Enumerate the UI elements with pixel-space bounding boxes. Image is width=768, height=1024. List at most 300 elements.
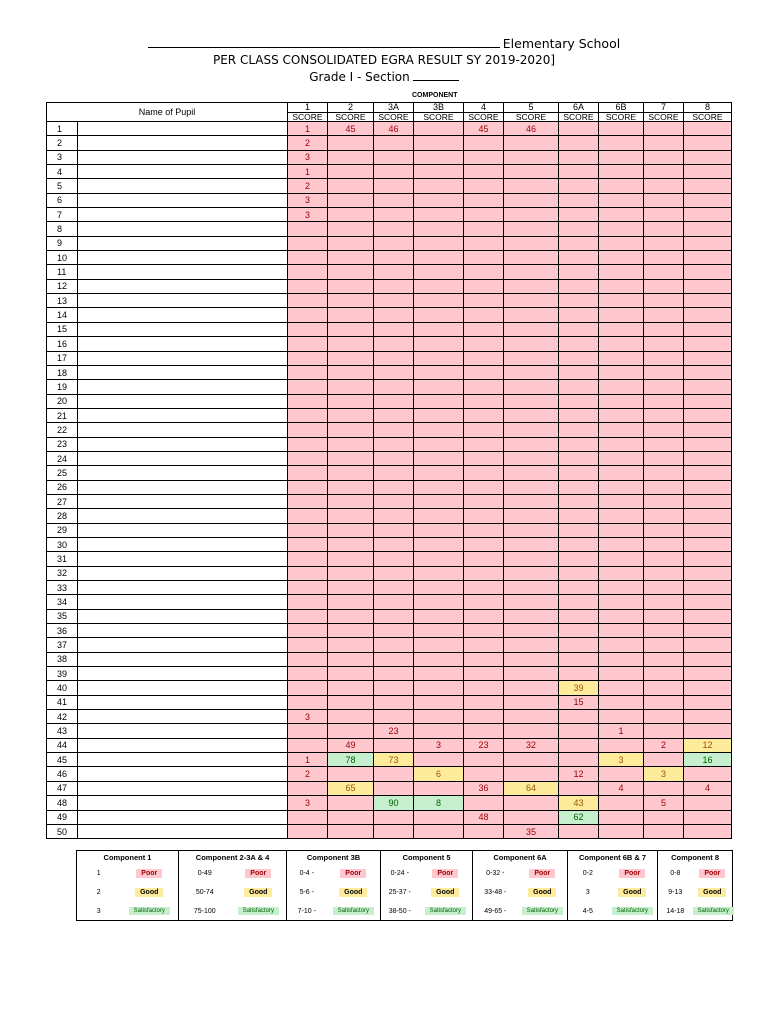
pupil-name-cell[interactable] bbox=[78, 122, 288, 136]
score-cell[interactable] bbox=[464, 480, 504, 494]
score-cell[interactable] bbox=[328, 294, 374, 308]
score-cell[interactable] bbox=[684, 638, 732, 652]
score-cell[interactable] bbox=[684, 351, 732, 365]
score-cell[interactable] bbox=[504, 624, 559, 638]
score-cell[interactable] bbox=[414, 624, 464, 638]
score-cell[interactable] bbox=[288, 595, 328, 609]
score-cell[interactable] bbox=[504, 652, 559, 666]
score-cell[interactable] bbox=[599, 595, 644, 609]
score-cell[interactable] bbox=[464, 753, 504, 767]
score-cell[interactable] bbox=[464, 695, 504, 709]
pupil-name-cell[interactable] bbox=[78, 179, 288, 193]
score-cell[interactable] bbox=[644, 136, 684, 150]
score-cell[interactable] bbox=[644, 437, 684, 451]
score-cell[interactable] bbox=[644, 193, 684, 207]
score-cell[interactable] bbox=[644, 179, 684, 193]
score-cell[interactable] bbox=[374, 222, 414, 236]
score-cell[interactable] bbox=[414, 251, 464, 265]
score-cell[interactable] bbox=[288, 537, 328, 551]
score-cell[interactable] bbox=[644, 337, 684, 351]
score-cell[interactable] bbox=[599, 681, 644, 695]
score-cell[interactable] bbox=[644, 365, 684, 379]
score-cell[interactable] bbox=[374, 609, 414, 623]
score-cell[interactable] bbox=[414, 724, 464, 738]
score-cell[interactable]: 3 bbox=[599, 753, 644, 767]
pupil-name-cell[interactable] bbox=[78, 609, 288, 623]
score-cell[interactable] bbox=[464, 322, 504, 336]
score-cell[interactable] bbox=[644, 537, 684, 551]
score-cell[interactable] bbox=[684, 337, 732, 351]
score-cell[interactable] bbox=[504, 294, 559, 308]
score-cell[interactable] bbox=[414, 122, 464, 136]
score-cell[interactable] bbox=[644, 322, 684, 336]
score-cell[interactable]: 43 bbox=[559, 796, 599, 810]
score-cell[interactable] bbox=[374, 552, 414, 566]
score-cell[interactable] bbox=[328, 408, 374, 422]
score-cell[interactable]: 3 bbox=[288, 208, 328, 222]
score-cell[interactable] bbox=[644, 638, 684, 652]
score-cell[interactable] bbox=[684, 609, 732, 623]
pupil-name-cell[interactable] bbox=[78, 308, 288, 322]
score-cell[interactable] bbox=[684, 466, 732, 480]
score-cell[interactable] bbox=[599, 824, 644, 838]
score-cell[interactable] bbox=[374, 308, 414, 322]
score-cell[interactable] bbox=[374, 265, 414, 279]
score-cell[interactable] bbox=[599, 624, 644, 638]
score-cell[interactable] bbox=[599, 265, 644, 279]
pupil-name-cell[interactable] bbox=[78, 294, 288, 308]
score-cell[interactable] bbox=[599, 552, 644, 566]
score-cell[interactable] bbox=[599, 581, 644, 595]
score-cell[interactable] bbox=[464, 380, 504, 394]
score-cell[interactable] bbox=[504, 365, 559, 379]
score-cell[interactable] bbox=[684, 251, 732, 265]
score-cell[interactable] bbox=[374, 537, 414, 551]
score-cell[interactable] bbox=[464, 667, 504, 681]
score-cell[interactable] bbox=[684, 394, 732, 408]
score-cell[interactable] bbox=[288, 222, 328, 236]
score-cell[interactable] bbox=[374, 423, 414, 437]
score-cell[interactable] bbox=[559, 652, 599, 666]
score-cell[interactable] bbox=[599, 251, 644, 265]
score-cell[interactable] bbox=[288, 322, 328, 336]
score-cell[interactable] bbox=[559, 351, 599, 365]
score-cell[interactable] bbox=[684, 279, 732, 293]
score-cell[interactable] bbox=[644, 150, 684, 164]
score-cell[interactable]: 46 bbox=[374, 122, 414, 136]
score-cell[interactable]: 3 bbox=[414, 738, 464, 752]
score-cell[interactable] bbox=[374, 509, 414, 523]
score-cell[interactable] bbox=[559, 222, 599, 236]
score-cell[interactable] bbox=[504, 193, 559, 207]
score-cell[interactable] bbox=[328, 724, 374, 738]
score-cell[interactable] bbox=[288, 308, 328, 322]
score-cell[interactable] bbox=[644, 394, 684, 408]
pupil-name-cell[interactable] bbox=[78, 552, 288, 566]
score-cell[interactable] bbox=[374, 208, 414, 222]
score-cell[interactable] bbox=[559, 437, 599, 451]
score-cell[interactable] bbox=[504, 480, 559, 494]
score-cell[interactable] bbox=[684, 810, 732, 824]
score-cell[interactable] bbox=[374, 179, 414, 193]
score-cell[interactable] bbox=[644, 523, 684, 537]
score-cell[interactable]: 36 bbox=[464, 781, 504, 795]
score-cell[interactable] bbox=[414, 552, 464, 566]
score-cell[interactable] bbox=[464, 423, 504, 437]
score-cell[interactable] bbox=[414, 810, 464, 824]
score-cell[interactable]: 15 bbox=[559, 695, 599, 709]
score-cell[interactable] bbox=[374, 638, 414, 652]
score-cell[interactable]: 23 bbox=[464, 738, 504, 752]
score-cell[interactable] bbox=[559, 208, 599, 222]
pupil-name-cell[interactable] bbox=[78, 523, 288, 537]
score-cell[interactable]: 78 bbox=[328, 753, 374, 767]
score-cell[interactable] bbox=[288, 581, 328, 595]
score-cell[interactable] bbox=[374, 236, 414, 250]
score-cell[interactable] bbox=[414, 609, 464, 623]
score-cell[interactable] bbox=[559, 753, 599, 767]
score-cell[interactable] bbox=[288, 738, 328, 752]
score-cell[interactable] bbox=[644, 667, 684, 681]
score-cell[interactable] bbox=[644, 609, 684, 623]
pupil-name-cell[interactable] bbox=[78, 494, 288, 508]
pupil-name-cell[interactable] bbox=[78, 681, 288, 695]
pupil-name-cell[interactable] bbox=[78, 265, 288, 279]
score-cell[interactable] bbox=[504, 638, 559, 652]
score-cell[interactable] bbox=[414, 509, 464, 523]
score-cell[interactable] bbox=[328, 609, 374, 623]
score-cell[interactable] bbox=[504, 279, 559, 293]
score-cell[interactable]: 62 bbox=[559, 810, 599, 824]
score-cell[interactable] bbox=[288, 351, 328, 365]
score-cell[interactable] bbox=[374, 710, 414, 724]
score-cell[interactable] bbox=[464, 595, 504, 609]
score-cell[interactable] bbox=[414, 365, 464, 379]
pupil-name-cell[interactable] bbox=[78, 824, 288, 838]
score-cell[interactable] bbox=[328, 208, 374, 222]
score-cell[interactable] bbox=[504, 423, 559, 437]
score-cell[interactable]: 12 bbox=[684, 738, 732, 752]
score-cell[interactable] bbox=[599, 480, 644, 494]
score-cell[interactable] bbox=[559, 667, 599, 681]
score-cell[interactable] bbox=[374, 695, 414, 709]
score-cell[interactable] bbox=[464, 638, 504, 652]
score-cell[interactable] bbox=[464, 494, 504, 508]
score-cell[interactable] bbox=[464, 566, 504, 580]
score-cell[interactable] bbox=[288, 509, 328, 523]
score-cell[interactable] bbox=[599, 509, 644, 523]
score-cell[interactable] bbox=[328, 308, 374, 322]
score-cell[interactable] bbox=[328, 638, 374, 652]
score-cell[interactable] bbox=[328, 767, 374, 781]
score-cell[interactable] bbox=[504, 408, 559, 422]
score-cell[interactable] bbox=[599, 193, 644, 207]
score-cell[interactable] bbox=[684, 408, 732, 422]
score-cell[interactable] bbox=[684, 710, 732, 724]
score-cell[interactable] bbox=[504, 150, 559, 164]
score-cell[interactable] bbox=[374, 294, 414, 308]
score-cell[interactable] bbox=[328, 265, 374, 279]
score-cell[interactable] bbox=[644, 294, 684, 308]
score-cell[interactable] bbox=[288, 824, 328, 838]
score-cell[interactable] bbox=[374, 738, 414, 752]
score-cell[interactable] bbox=[414, 710, 464, 724]
score-cell[interactable] bbox=[504, 667, 559, 681]
score-cell[interactable] bbox=[644, 408, 684, 422]
score-cell[interactable] bbox=[684, 824, 732, 838]
score-cell[interactable]: 1 bbox=[288, 122, 328, 136]
score-cell[interactable] bbox=[374, 437, 414, 451]
score-cell[interactable] bbox=[374, 652, 414, 666]
score-cell[interactable] bbox=[599, 638, 644, 652]
score-cell[interactable] bbox=[504, 767, 559, 781]
score-cell[interactable] bbox=[684, 667, 732, 681]
score-cell[interactable] bbox=[599, 466, 644, 480]
score-cell[interactable]: 65 bbox=[328, 781, 374, 795]
score-cell[interactable]: 45 bbox=[328, 122, 374, 136]
score-cell[interactable] bbox=[414, 236, 464, 250]
score-cell[interactable] bbox=[684, 581, 732, 595]
score-cell[interactable] bbox=[414, 437, 464, 451]
score-cell[interactable] bbox=[328, 566, 374, 580]
score-cell[interactable] bbox=[599, 494, 644, 508]
score-cell[interactable] bbox=[559, 179, 599, 193]
score-cell[interactable] bbox=[414, 451, 464, 465]
score-cell[interactable]: 48 bbox=[464, 810, 504, 824]
score-cell[interactable]: 5 bbox=[644, 796, 684, 810]
score-cell[interactable] bbox=[559, 509, 599, 523]
score-cell[interactable] bbox=[328, 667, 374, 681]
score-cell[interactable] bbox=[599, 566, 644, 580]
score-cell[interactable] bbox=[374, 322, 414, 336]
pupil-name-cell[interactable] bbox=[78, 796, 288, 810]
score-cell[interactable]: 1 bbox=[288, 753, 328, 767]
score-cell[interactable] bbox=[684, 681, 732, 695]
score-cell[interactable] bbox=[559, 365, 599, 379]
score-cell[interactable] bbox=[599, 365, 644, 379]
score-cell[interactable] bbox=[599, 394, 644, 408]
score-cell[interactable] bbox=[374, 681, 414, 695]
score-cell[interactable] bbox=[504, 753, 559, 767]
score-cell[interactable] bbox=[464, 451, 504, 465]
score-cell[interactable] bbox=[374, 365, 414, 379]
score-cell[interactable] bbox=[684, 537, 732, 551]
score-cell[interactable] bbox=[328, 279, 374, 293]
score-cell[interactable] bbox=[288, 724, 328, 738]
score-cell[interactable] bbox=[464, 179, 504, 193]
score-cell[interactable] bbox=[684, 509, 732, 523]
score-cell[interactable] bbox=[599, 279, 644, 293]
score-cell[interactable] bbox=[464, 724, 504, 738]
score-cell[interactable] bbox=[504, 681, 559, 695]
score-cell[interactable] bbox=[414, 681, 464, 695]
score-cell[interactable]: 46 bbox=[504, 122, 559, 136]
score-cell[interactable] bbox=[684, 265, 732, 279]
score-cell[interactable] bbox=[644, 624, 684, 638]
score-cell[interactable] bbox=[559, 451, 599, 465]
score-cell[interactable] bbox=[684, 480, 732, 494]
score-cell[interactable] bbox=[464, 523, 504, 537]
score-cell[interactable]: 2 bbox=[644, 738, 684, 752]
score-cell[interactable] bbox=[288, 667, 328, 681]
score-cell[interactable] bbox=[464, 165, 504, 179]
score-cell[interactable]: 39 bbox=[559, 681, 599, 695]
score-cell[interactable] bbox=[328, 537, 374, 551]
score-cell[interactable] bbox=[504, 165, 559, 179]
score-cell[interactable] bbox=[599, 294, 644, 308]
score-cell[interactable] bbox=[328, 509, 374, 523]
score-cell[interactable] bbox=[328, 480, 374, 494]
score-cell[interactable] bbox=[559, 279, 599, 293]
score-cell[interactable] bbox=[414, 566, 464, 580]
score-cell[interactable] bbox=[328, 251, 374, 265]
score-cell[interactable] bbox=[288, 523, 328, 537]
score-cell[interactable] bbox=[414, 193, 464, 207]
score-cell[interactable] bbox=[644, 265, 684, 279]
score-cell[interactable] bbox=[414, 638, 464, 652]
score-cell[interactable] bbox=[599, 710, 644, 724]
score-cell[interactable] bbox=[414, 408, 464, 422]
score-cell[interactable] bbox=[504, 208, 559, 222]
score-cell[interactable] bbox=[504, 337, 559, 351]
score-cell[interactable] bbox=[684, 652, 732, 666]
score-cell[interactable] bbox=[504, 308, 559, 322]
score-cell[interactable] bbox=[288, 652, 328, 666]
score-cell[interactable] bbox=[504, 265, 559, 279]
score-cell[interactable] bbox=[374, 251, 414, 265]
score-cell[interactable] bbox=[684, 566, 732, 580]
score-cell[interactable] bbox=[414, 537, 464, 551]
pupil-name-cell[interactable] bbox=[78, 150, 288, 164]
score-cell[interactable]: 6 bbox=[414, 767, 464, 781]
score-cell[interactable] bbox=[599, 451, 644, 465]
score-cell[interactable] bbox=[559, 566, 599, 580]
score-cell[interactable] bbox=[644, 122, 684, 136]
score-cell[interactable] bbox=[559, 466, 599, 480]
score-cell[interactable] bbox=[328, 222, 374, 236]
score-cell[interactable] bbox=[328, 695, 374, 709]
score-cell[interactable] bbox=[464, 537, 504, 551]
score-cell[interactable] bbox=[644, 581, 684, 595]
score-cell[interactable] bbox=[599, 150, 644, 164]
score-cell[interactable] bbox=[559, 265, 599, 279]
score-cell[interactable] bbox=[328, 824, 374, 838]
score-cell[interactable] bbox=[684, 523, 732, 537]
score-cell[interactable] bbox=[464, 337, 504, 351]
score-cell[interactable]: 73 bbox=[374, 753, 414, 767]
score-cell[interactable] bbox=[684, 165, 732, 179]
pupil-name-cell[interactable] bbox=[78, 595, 288, 609]
score-cell[interactable] bbox=[559, 122, 599, 136]
score-cell[interactable] bbox=[644, 695, 684, 709]
score-cell[interactable] bbox=[644, 810, 684, 824]
score-cell[interactable] bbox=[288, 423, 328, 437]
score-cell[interactable] bbox=[644, 781, 684, 795]
score-cell[interactable] bbox=[414, 337, 464, 351]
score-cell[interactable] bbox=[599, 738, 644, 752]
score-cell[interactable] bbox=[599, 667, 644, 681]
score-cell[interactable] bbox=[288, 279, 328, 293]
score-cell[interactable] bbox=[599, 236, 644, 250]
score-cell[interactable] bbox=[328, 394, 374, 408]
score-cell[interactable] bbox=[504, 566, 559, 580]
score-cell[interactable]: 3 bbox=[644, 767, 684, 781]
score-cell[interactable] bbox=[374, 624, 414, 638]
score-cell[interactable] bbox=[644, 824, 684, 838]
score-cell[interactable] bbox=[599, 222, 644, 236]
score-cell[interactable] bbox=[288, 437, 328, 451]
pupil-name-cell[interactable] bbox=[78, 581, 288, 595]
pupil-name-cell[interactable] bbox=[78, 322, 288, 336]
score-cell[interactable] bbox=[464, 767, 504, 781]
score-cell[interactable] bbox=[464, 365, 504, 379]
score-cell[interactable] bbox=[328, 652, 374, 666]
score-cell[interactable] bbox=[559, 638, 599, 652]
score-cell[interactable] bbox=[464, 509, 504, 523]
score-cell[interactable] bbox=[464, 624, 504, 638]
score-cell[interactable] bbox=[288, 810, 328, 824]
score-cell[interactable]: 2 bbox=[288, 136, 328, 150]
score-cell[interactable] bbox=[374, 466, 414, 480]
score-cell[interactable] bbox=[328, 136, 374, 150]
score-cell[interactable] bbox=[414, 423, 464, 437]
score-cell[interactable] bbox=[504, 251, 559, 265]
score-cell[interactable] bbox=[644, 710, 684, 724]
score-cell[interactable] bbox=[464, 294, 504, 308]
score-cell[interactable] bbox=[328, 595, 374, 609]
score-cell[interactable] bbox=[464, 710, 504, 724]
score-cell[interactable] bbox=[504, 595, 559, 609]
score-cell[interactable] bbox=[504, 494, 559, 508]
score-cell[interactable] bbox=[414, 380, 464, 394]
score-cell[interactable] bbox=[599, 337, 644, 351]
score-cell[interactable] bbox=[599, 408, 644, 422]
score-cell[interactable] bbox=[464, 581, 504, 595]
score-cell[interactable]: 4 bbox=[684, 781, 732, 795]
score-cell[interactable] bbox=[464, 265, 504, 279]
score-cell[interactable] bbox=[559, 380, 599, 394]
score-cell[interactable] bbox=[414, 351, 464, 365]
score-cell[interactable] bbox=[374, 595, 414, 609]
pupil-name-cell[interactable] bbox=[78, 695, 288, 709]
score-cell[interactable] bbox=[599, 136, 644, 150]
pupil-name-cell[interactable] bbox=[78, 466, 288, 480]
pupil-name-cell[interactable] bbox=[78, 509, 288, 523]
score-cell[interactable] bbox=[504, 451, 559, 465]
score-cell[interactable] bbox=[464, 193, 504, 207]
score-cell[interactable] bbox=[684, 179, 732, 193]
score-cell[interactable] bbox=[559, 480, 599, 494]
pupil-name-cell[interactable] bbox=[78, 208, 288, 222]
score-cell[interactable] bbox=[504, 710, 559, 724]
score-cell[interactable]: 16 bbox=[684, 753, 732, 767]
score-cell[interactable] bbox=[288, 294, 328, 308]
score-cell[interactable] bbox=[374, 781, 414, 795]
score-cell[interactable] bbox=[414, 179, 464, 193]
score-cell[interactable]: 12 bbox=[559, 767, 599, 781]
score-cell[interactable] bbox=[599, 179, 644, 193]
score-cell[interactable] bbox=[504, 810, 559, 824]
score-cell[interactable] bbox=[599, 796, 644, 810]
score-cell[interactable] bbox=[374, 337, 414, 351]
score-cell[interactable] bbox=[464, 609, 504, 623]
score-cell[interactable] bbox=[504, 351, 559, 365]
score-cell[interactable] bbox=[559, 136, 599, 150]
score-cell[interactable] bbox=[599, 165, 644, 179]
pupil-name-cell[interactable] bbox=[78, 624, 288, 638]
score-cell[interactable] bbox=[684, 796, 732, 810]
score-cell[interactable] bbox=[559, 150, 599, 164]
